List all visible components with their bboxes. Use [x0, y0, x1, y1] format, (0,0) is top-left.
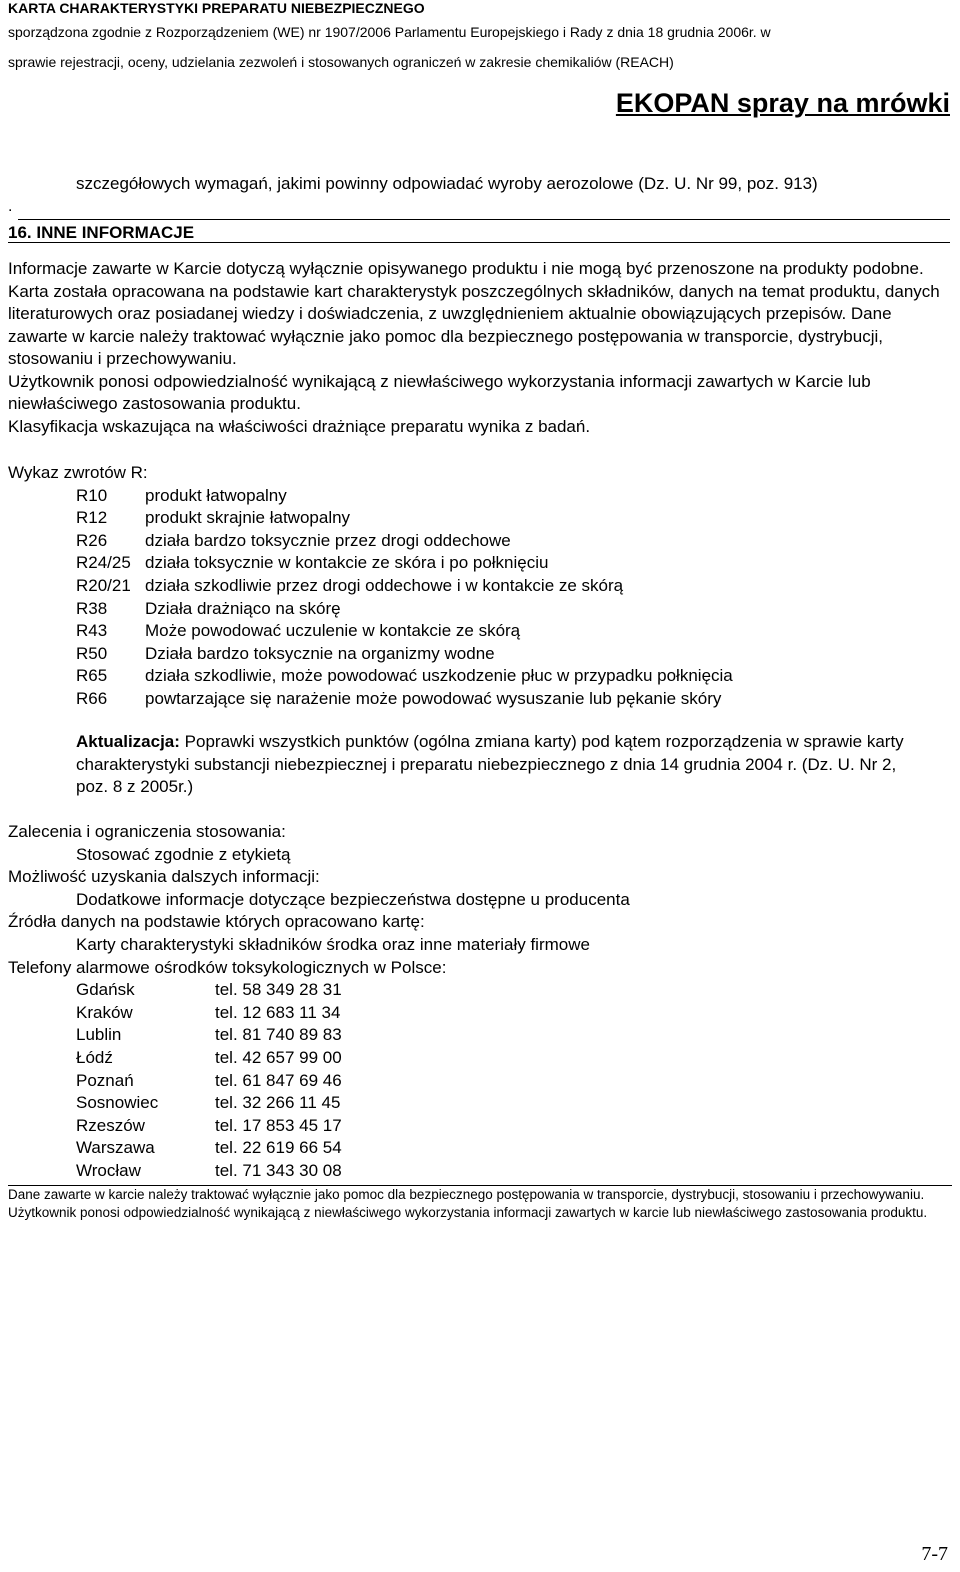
- r-text: Może powodować uczulenie w kontakcie ze skórą: [145, 621, 521, 641]
- r-code: R65: [76, 666, 108, 686]
- center-phone: tel. 81 740 89 83: [215, 1025, 342, 1045]
- center-city: Lublin: [76, 1025, 122, 1045]
- r-code: R12: [76, 508, 108, 528]
- r-list-title: Wykaz zwrotów R:: [8, 463, 148, 482]
- r-text: działa szkodliwie, może powodować uszkodzenie płuc w przypadku połknięcia: [145, 666, 733, 686]
- r-phrase-row: [8, 598, 733, 621]
- further-info-value: Dodatkowe informacje dotyczące bezpieczeństwa dostępne u producenta: [76, 889, 630, 909]
- phones-label: Telefony alarmowe ośrodków toksykologicznych w Polsce:: [8, 957, 447, 977]
- center-city: Kraków: [76, 1002, 133, 1022]
- r-phrase-row: [8, 665, 733, 688]
- sources-label: Źródła danych na podstawie których opracowano kartę:: [8, 912, 425, 932]
- section-top-rule: [18, 219, 950, 220]
- center-phone: tel. 42 657 99 00: [215, 1047, 342, 1067]
- center-phone: tel. 22 619 66 54: [215, 1138, 342, 1158]
- r-code: R43: [76, 621, 108, 641]
- r-text: powtarzające się narażenie może powodować wysuszanie lub pękanie skóry: [145, 688, 722, 708]
- r-phrase-row: [8, 485, 733, 508]
- center-city: Wrocław: [76, 1160, 141, 1180]
- r-code: R20/21: [76, 575, 131, 595]
- section-title: 16. INNE INFORMACJE: [8, 223, 195, 242]
- center-city: Łódź: [76, 1047, 113, 1067]
- r-code: R66: [76, 688, 108, 708]
- center-city: Rzeszów: [76, 1115, 145, 1135]
- r-code: R38: [76, 598, 108, 618]
- center-row: [76, 1002, 630, 1025]
- center-phone: tel. 17 853 45 17: [215, 1115, 342, 1135]
- r-text: Działa drażniąco na skórę: [145, 598, 341, 618]
- center-phone: tel. 71 343 30 08: [215, 1160, 342, 1180]
- r-phrase-row: [8, 688, 733, 711]
- r-text: działa szkodliwie przez drogi oddechowe i w kontakcie ze skórą: [145, 575, 624, 595]
- r-phrase-list: [8, 462, 733, 711]
- continuation-text: szczegółowych wymagań, jakimi powinny odpowiadać wyroby aerozolowe (Dz. U. Nr 99, poz. 913): [76, 174, 818, 193]
- r-phrase-row: [8, 507, 733, 530]
- r-code: R26: [76, 530, 108, 550]
- r-code: R10: [76, 485, 108, 505]
- intro-text-2: Użytkownik ponosi odpowiedzialność wynikającą z niewłaściwego wykorzystania informacji zawartych w Karcie lub niewłaściwego zastosowania produktu.: [8, 371, 871, 413]
- center-city: Warszawa: [76, 1138, 155, 1158]
- center-phone: tel. 32 266 11 45: [215, 1093, 341, 1113]
- center-row: [76, 1092, 630, 1115]
- intro-text-3: Klasyfikacja wskazująca na właściwości drażniące preparatu wynika z badań.: [8, 416, 591, 436]
- sources-value: Karty charakterystyki składników środka oraz inne materiały firmowe: [76, 934, 590, 954]
- additional-info: [8, 821, 630, 1183]
- section-underline: [8, 242, 950, 243]
- update-text: Poprawki wszystkich punktów (ogólna zmiana karty) pod kątem rozporządzenia w sprawie karty charakterystyki substancji niebezpiecznej i preparatu niebezpiecznego z dnia 14 grudnia 2004 r. (Dz. U. Nr 2, poz. 8 z 2005r.): [76, 732, 904, 796]
- usage-value: Stosować zgodnie z etykietą: [76, 844, 291, 864]
- regulation-line-1: sporządzona zgodnie z Rozporządzeniem (WE) nr 1907/2006 Parlamentu Europejskiego i Rady z dnia 18 grudnia 2006r. w: [8, 24, 771, 40]
- r-text: działa toksycznie w kontakcie ze skóra i po połknięciu: [145, 553, 549, 573]
- update-note: [76, 731, 926, 799]
- footer-disclaimer: Dane zawarte w karcie należy traktować wyłącznie jako pomoc dla bezpiecznego postępowania w transporcie, dystrybucji, stosowaniu i przechowywaniu. Użytkownik ponosi odpowiedzialność wynikającą z niewłaściwego wykorzystania informacji zawartych w karcie lub niewłaściwego zastosowania produktu.: [8, 1187, 928, 1221]
- center-row: [76, 1160, 630, 1183]
- center-city: Gdańsk: [76, 980, 135, 1000]
- center-phone: tel. 61 847 69 46: [215, 1070, 342, 1090]
- r-text: Działa bardzo toksycznie na organizmy wodne: [145, 643, 495, 663]
- further-info-label: Możliwość uzyskania dalszych informacji:: [8, 867, 320, 887]
- regulation-line-2: sprawie rejestracji, oceny, udzielania zezwoleń i stosowanych ograniczeń w zakresie chemikaliów (REACH): [8, 54, 674, 70]
- center-city: Poznań: [76, 1070, 134, 1090]
- product-name: EKOPAN spray na mrówki: [615, 88, 950, 118]
- center-row: [76, 1070, 630, 1093]
- center-row: [76, 1115, 630, 1138]
- intro-text-1: Informacje zawarte w Karcie dotyczą wyłącznie opisywanego produktu i nie mogą być przenoszone na produkty podobne. Karta została opracowana na podstawie kart charakterystyk poszczególnych składników, danych na temat produktu, danych literaturowych oraz posiadanej wiedzy i doświadczenia, z uwzględnieniem aktualnie obowiązujących przepisów. Dane zawarte w karcie należy traktować wyłącznie jako pomoc dla bezpiecznego postępowania w transporcie, dystrybucji, stosowaniu i przechowywaniu.: [8, 259, 940, 368]
- center-row: [76, 1137, 630, 1160]
- dot-marker: .: [8, 198, 13, 215]
- center-row: [76, 1024, 630, 1047]
- usage-label: Zalecenia i ograniczenia stosowania:: [8, 822, 286, 841]
- r-code: R50: [76, 643, 108, 663]
- r-phrase-row: [8, 620, 733, 643]
- update-label: Aktualizacja:: [76, 732, 180, 751]
- r-text: produkt łatwopalny: [145, 485, 287, 505]
- intro-paragraph: [8, 258, 948, 438]
- center-phone: tel. 12 683 11 34: [215, 1002, 341, 1022]
- document-title: KARTA CHARAKTERYSTYKI PREPARATU NIEBEZPIECZNEGO: [8, 0, 425, 16]
- page-number: 7-7: [921, 1543, 948, 1565]
- r-text: produkt skrajnie łatwopalny: [145, 508, 351, 528]
- r-code: R24/25: [76, 553, 131, 573]
- r-text: działa bardzo toksycznie przez drogi oddechowe: [145, 530, 511, 550]
- center-city: Sosnowiec: [76, 1093, 159, 1113]
- r-phrase-row: [8, 530, 733, 553]
- center-row: [76, 1047, 630, 1070]
- r-phrase-row: [8, 643, 733, 666]
- r-phrase-row: [8, 552, 733, 575]
- center-row: [76, 979, 630, 1002]
- r-phrase-row: [8, 575, 733, 598]
- center-phone: tel. 58 349 28 31: [215, 980, 342, 1000]
